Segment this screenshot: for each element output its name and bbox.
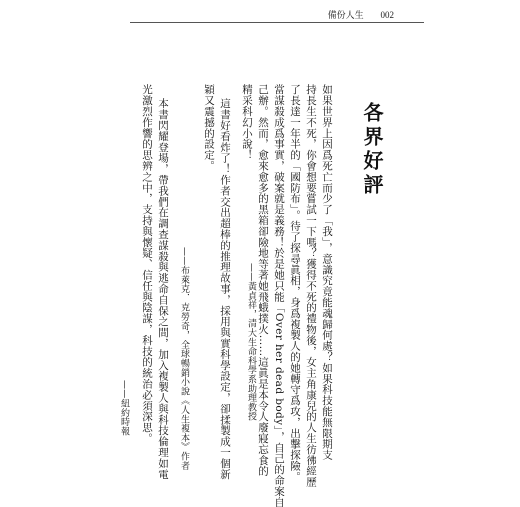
review-paragraph-line: 這書好看炸了！作者交出超棒的推理故事，採用與實科學設定，卻揉製成一個新 <box>219 98 231 480</box>
review-paragraph-line: 穎又震撼的設定。 <box>203 84 215 172</box>
review-paragraph-line: 持長生不死，你會想要嘗試一下嗎？獲得不死的禮物後，女主角康兒的人生彷彿經歷 <box>305 84 317 488</box>
running-header <box>328 8 394 21</box>
review-paragraph-line: 光激烈作響的思辨之中，支持與懷疑、信任與陰謀，科技的統治必須深思。 <box>141 84 153 444</box>
review-paragraph-line: 當謀殺成爲事實，破案就是義務！於是她只能「Over her dead body」，自己的命案自 <box>273 84 285 507</box>
page-number: 002 <box>380 10 394 20</box>
review-paragraph-line: 如果世界上因爲死亡而少了「我」，意識究竟能魂歸何處？如果科技能無限期支 <box>321 84 333 461</box>
review-attribution: ——紐約時報 <box>119 380 129 436</box>
section-title: 各界好評 <box>360 102 384 198</box>
review-paragraph-line: 了長達一年半的「國防布」。待了探尋眞相，身爲複製人的她轉守爲攻，出擊探險。 <box>289 84 301 483</box>
book-title: 備份人生 <box>327 11 364 21</box>
review-attribution: ——布萊克．克勞奇，全球暢銷小說《人生複本》作者 <box>179 247 189 471</box>
review-paragraph-line: 己辦。然而，愈來愈多的黑箱卻險地等著她飛蛾撲火……這眞是本令人廢寢忘食的 <box>257 84 269 477</box>
review-paragraph-line: 本書閃耀登場，帶我們在調查謀殺與逃命自保之間，加入複製人與科技倫理如電 <box>157 98 169 480</box>
review-attribution: ——黃貞祥，清大生命科學系助理教授 <box>246 263 256 422</box>
review-paragraph-line: 精采科幻小說！ <box>241 84 253 161</box>
header-rule <box>130 22 424 23</box>
